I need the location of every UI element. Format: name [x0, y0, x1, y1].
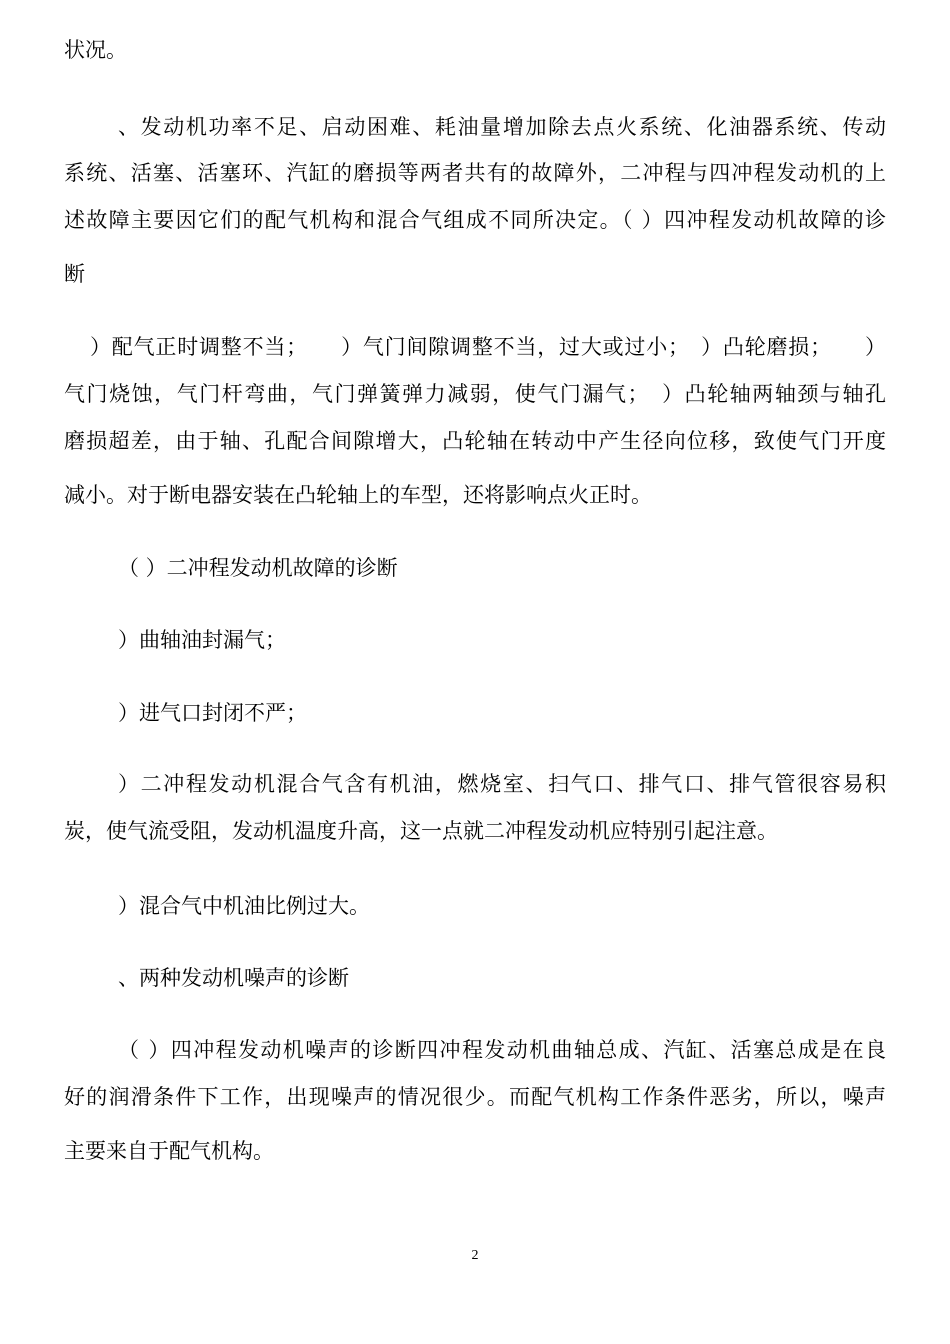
text-line-3: 系统、活塞、活塞环、汽缸的磨损等两者共有的故障外，二冲程与四冲程发动机的上: [64, 161, 886, 185]
text-line-5: 断: [64, 262, 85, 286]
text-line-17: （ ）四冲程发动机噪声的诊断四冲程发动机曲轴总成、汽缸、活塞总成是在良: [118, 1038, 886, 1062]
text-line-4: 述故障主要因它们的配气机构和混合气组成不同所决定。（ ）四冲程发动机故障的诊: [64, 208, 886, 232]
text-line-16: 、两种发动机噪声的诊断: [118, 966, 349, 990]
text-line-8: 磨损超差，由于轴、孔配合间隙增大，凸轮轴在转动中产生径向位移，致使气门开度: [64, 429, 886, 453]
text-line-15: ）混合气中机油比例过大。: [118, 894, 370, 918]
text-line-6: ）配气正时调整不当； ）气门间隙调整不当，过大或过小； ）凸轮磨损； ）: [90, 335, 886, 359]
text-line-9: 减小。对于断电器安装在凸轮轴上的车型，还将影响点火正时。: [64, 483, 652, 507]
text-line-19: 主要来自于配气机构。: [64, 1139, 274, 1163]
text-line-13: ）二冲程发动机混合气含有机油，燃烧室、扫气口、排气口、排气管很容易积: [118, 772, 886, 796]
text-line-10: （ ）二冲程发动机故障的诊断: [118, 556, 398, 580]
text-line-11: ）曲轴油封漏气；: [118, 628, 286, 652]
text-line-18: 好的润滑条件下工作，出现噪声的情况很少。而配气机构工作条件恶劣，所以，噪声: [64, 1085, 886, 1109]
text-line-14: 炭，使气流受阻，发动机温度升高，这一点就二冲程发动机应特别引起注意。: [64, 819, 778, 843]
text-line-1: 状况。: [64, 38, 127, 62]
page-number: 2: [471, 1248, 479, 1263]
text-line-12: ）进气口封闭不严；: [118, 701, 307, 725]
text-line-2: 、发动机功率不足、启动困难、耗油量增加除去点火系统、化油器系统、传动: [118, 115, 886, 139]
text-line-7: 气门烧蚀，气门杆弯曲，气门弹簧弹力减弱，使气门漏气； ）凸轮轴两轴颈与轴孔: [64, 382, 886, 406]
